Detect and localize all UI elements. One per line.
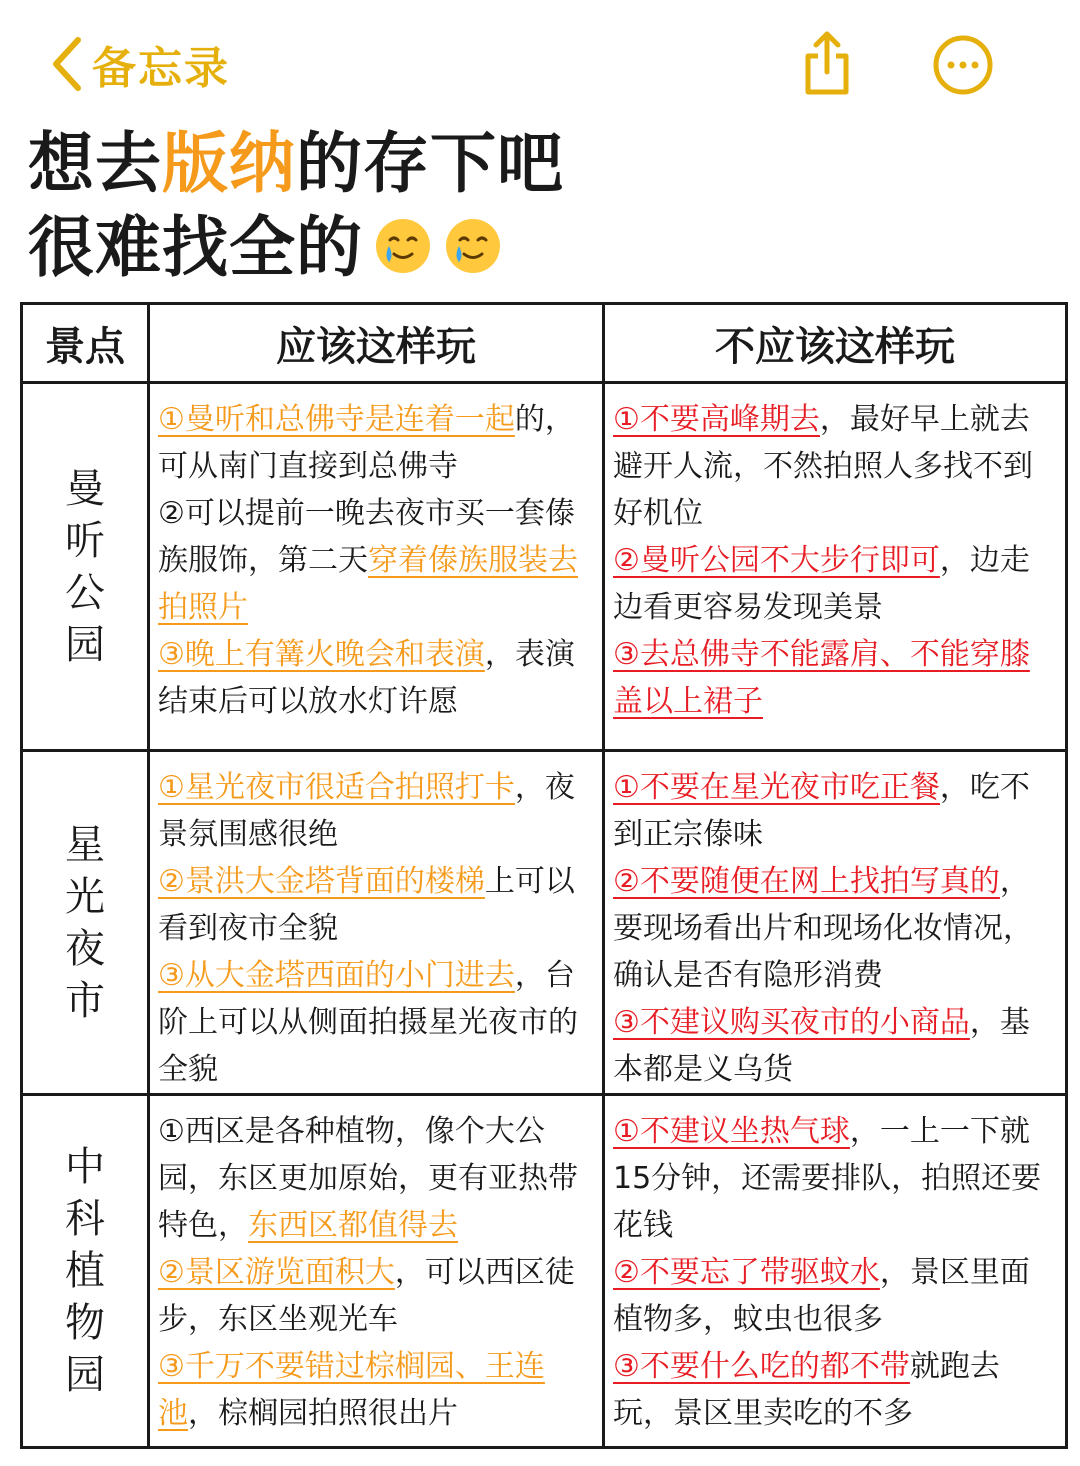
do-tip: ①星光夜市很适合拍照打卡，夜景氛围感很绝	[158, 770, 575, 852]
spot-cell	[22, 1095, 149, 1448]
do-tip: ③从大金塔西面的小门进去，台阶上可以从侧面拍摄星光夜市的全貌	[158, 958, 578, 1087]
more-icon[interactable]	[932, 34, 994, 96]
back-button[interactable]	[50, 32, 230, 96]
crying-smile-emoji	[373, 216, 433, 276]
title-line-1: 想去版纳的存下吧	[28, 125, 564, 202]
spot-name: 星光夜市	[65, 821, 105, 1024]
title-line-2: 很难找全的	[28, 206, 564, 290]
table-row	[22, 1095, 1067, 1448]
dont-tip: ②不要忘了带驱蚊水，景区里面植物多，蚊虫也很多	[613, 1255, 1030, 1337]
back-label: 备忘录	[92, 43, 230, 94]
title-highlight: 版纳	[162, 125, 296, 202]
header-do: 应该这样玩	[149, 304, 604, 383]
dont-tip: ③不要什么吃的都不带就跑去玩，景区里卖吃的不多	[613, 1349, 1000, 1431]
header-spot: 景点	[22, 304, 149, 383]
do-tip: ②可以提前一晚去夜市买一套傣族服饰，第二天穿着傣族服装去拍照片	[158, 496, 578, 625]
spot-name: 曼听公园	[65, 465, 105, 668]
dont-tip: ②不要随便在网上找拍写真的，要现场看出片和现场化妆情况，确认是否有隐形消费	[613, 864, 1033, 993]
share-icon[interactable]	[800, 30, 854, 96]
dont-tip: ①不要高峰期去，最好早上就去避开人流，不然拍照人多找不到好机位	[613, 402, 1033, 531]
table-row	[22, 751, 1067, 1095]
dont-tip: ①不建议坐热气球，一上一下就15分钟，还需要排队，拍照还要花钱	[613, 1114, 1042, 1243]
top-navigation-bar	[0, 0, 1080, 130]
do-tip: ③千万不要错过棕榈园、王连池，棕榈园拍照很出片	[158, 1349, 545, 1431]
dont-tip: ③不建议购买夜市的小商品，基本都是义乌货	[613, 1005, 1030, 1087]
dont-tip: ③去总佛寺不能露肩、不能穿膝盖以上裙子	[613, 637, 1030, 719]
do-cell	[149, 1095, 604, 1448]
chevron-left-icon	[50, 34, 84, 94]
do-tip: ②景区游览面积大，可以西区徒步，东区坐观光车	[158, 1255, 575, 1337]
do-tip: ①西区是各种植物，像个大公园，东区更加原始，更有亚热带特色，东西区都值得去	[158, 1114, 578, 1243]
dont-cell	[604, 751, 1067, 1095]
dont-cell	[604, 383, 1067, 751]
spot-name: 中科植物园	[65, 1144, 105, 1398]
do-tip: ②景洪大金塔背面的楼梯上可以看到夜市全貌	[158, 864, 575, 946]
dont-cell	[604, 1095, 1067, 1448]
do-cell	[149, 383, 604, 751]
crying-smile-emoji	[443, 216, 503, 276]
dont-tip: ②曼听公园不大步行即可，边走边看更容易发现美景	[613, 543, 1030, 625]
dont-tip: ①不要在星光夜市吃正餐，吃不到正宗傣味	[613, 770, 1030, 852]
table-row	[22, 383, 1067, 751]
table-header-row	[22, 304, 1067, 383]
header-dont: 不应该这样玩	[604, 304, 1067, 383]
travel-guide-table	[20, 302, 1068, 1449]
do-tip: ①曼听和总佛寺是连着一起的，可从南门直接到总佛寺	[158, 402, 575, 484]
spot-cell	[22, 751, 149, 1095]
note-title	[28, 122, 564, 290]
do-tip: ③晚上有篝火晚会和表演，表演结束后可以放水灯许愿	[158, 637, 575, 719]
do-cell	[149, 751, 604, 1095]
spot-cell	[22, 383, 149, 751]
